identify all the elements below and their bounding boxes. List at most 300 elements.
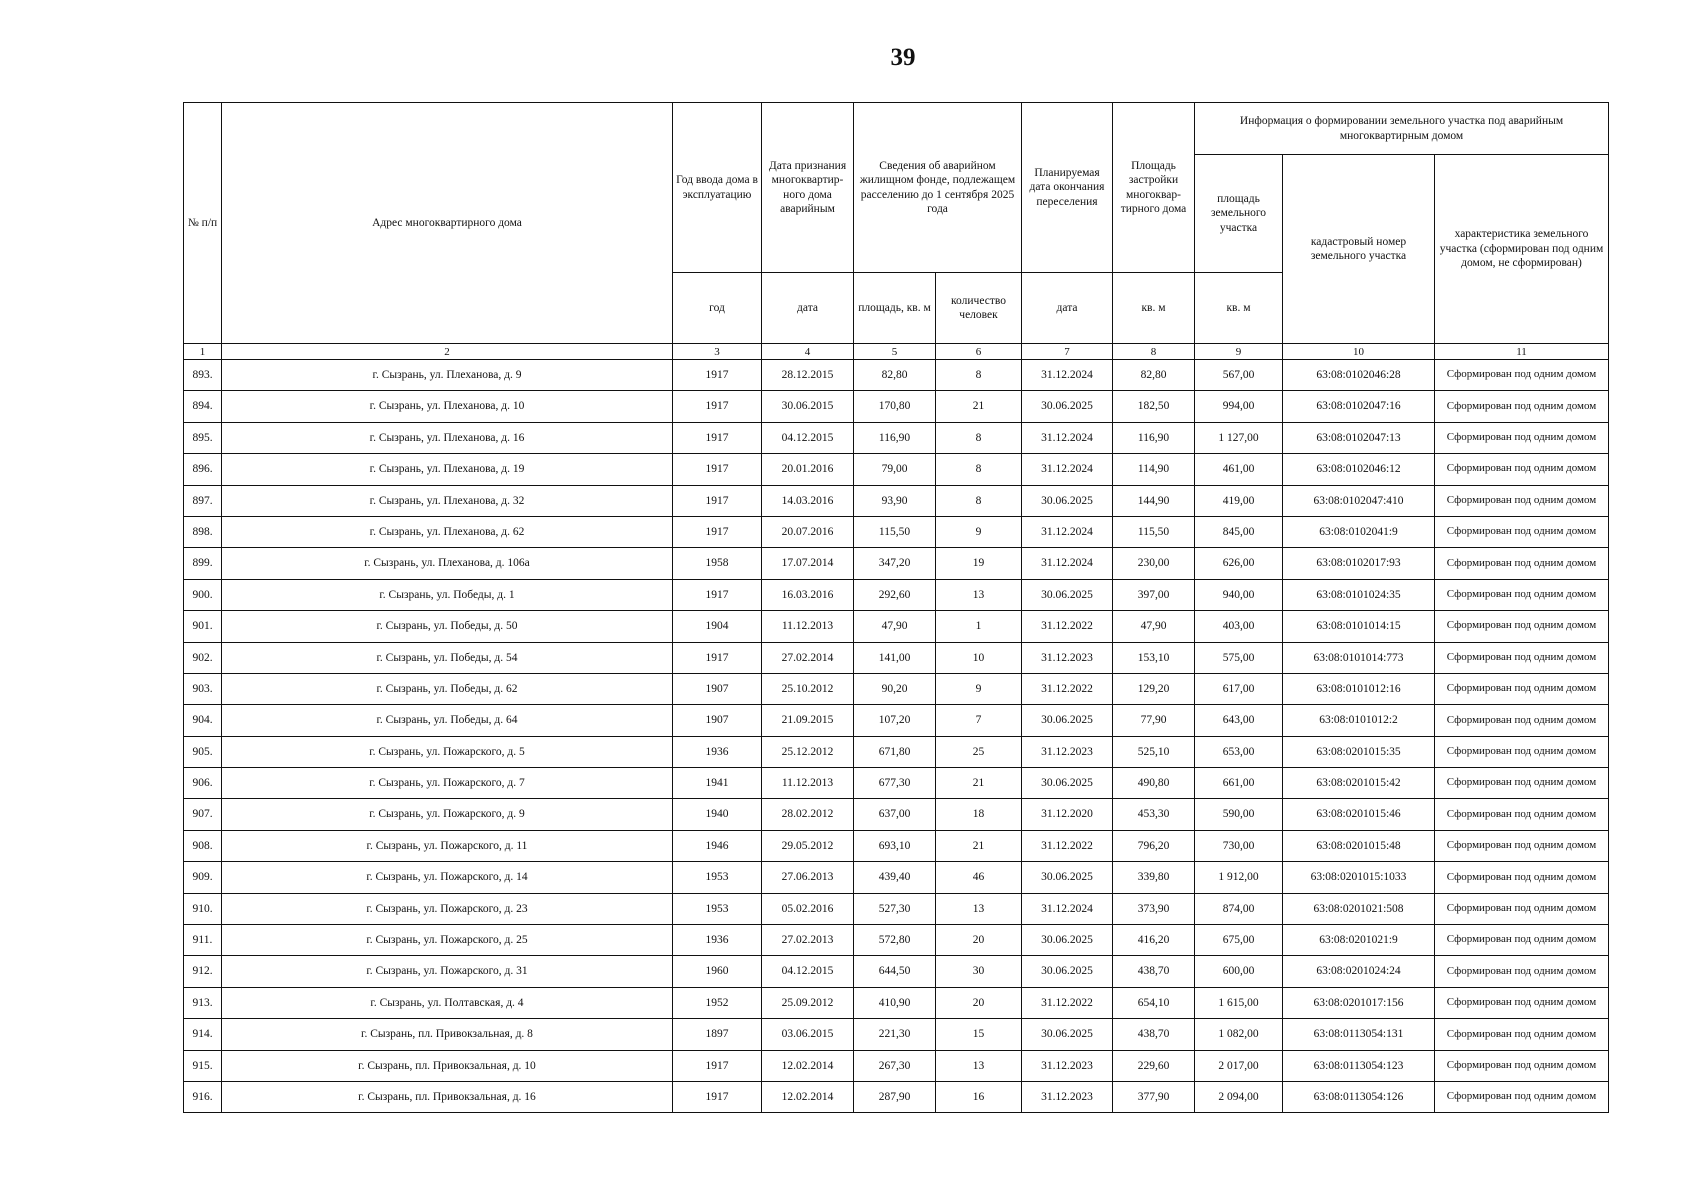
table-row [184,548,1609,579]
land-area-cell: 567,00 [1195,360,1283,391]
address-cell: г. Сызрань, пл. Привокзальная, д. 10 [222,1050,673,1081]
header-emergency-info: Сведения об аварийном жилищном фонде, подлежащем расселению до 1 сентября 2025 года [854,103,1022,273]
land-area-cell: 940,00 [1195,579,1283,610]
column-number: 8 [1113,344,1195,360]
row-number: 911. [184,925,222,956]
cadastral-cell: 63:08:0201024:24 [1283,956,1435,987]
year-cell: 1917 [673,1081,762,1112]
area-cell: 347,20 [854,548,936,579]
header-cadastral: кадастровый номер земельного участка [1283,155,1435,344]
recognition-date-cell: 16.03.2016 [762,579,854,610]
header-land-area: площадь земельного участка [1195,155,1283,273]
recognition-date-cell: 11.12.2013 [762,768,854,799]
year-cell: 1907 [673,705,762,736]
row-number: 906. [184,768,222,799]
people-cell: 18 [936,799,1022,830]
recognition-date-cell: 04.12.2015 [762,956,854,987]
land-char-cell: Сформирован под одним домом [1435,862,1609,893]
area-cell: 292,60 [854,579,936,610]
cadastral-cell: 63:08:0201015:46 [1283,799,1435,830]
building-area-cell: 144,90 [1113,485,1195,516]
building-area-cell: 490,80 [1113,768,1195,799]
planned-date-cell: 31.12.2024 [1022,548,1113,579]
planned-date-cell: 31.12.2020 [1022,799,1113,830]
area-cell: 287,90 [854,1081,936,1112]
planned-date-cell: 31.12.2022 [1022,830,1113,861]
row-number: 902. [184,642,222,673]
building-area-cell: 229,60 [1113,1050,1195,1081]
planned-date-cell: 30.06.2025 [1022,768,1113,799]
column-number: 10 [1283,344,1435,360]
area-cell: 572,80 [854,925,936,956]
address-cell: г. Сызрань, пл. Привокзальная, д. 8 [222,1019,673,1050]
year-cell: 1917 [673,642,762,673]
cadastral-cell: 63:08:0201017:156 [1283,987,1435,1018]
header-planned-date: Планируемая дата окончания переселения [1022,103,1113,273]
row-number: 915. [184,1050,222,1081]
year-cell: 1917 [673,516,762,547]
cadastral-cell: 63:08:0113054:123 [1283,1050,1435,1081]
table-row [184,893,1609,924]
people-cell: 21 [936,830,1022,861]
unit-land-sqm: кв. м [1195,273,1283,344]
people-cell: 7 [936,705,1022,736]
land-area-cell: 1 082,00 [1195,1019,1283,1050]
cadastral-cell: 63:08:0101024:35 [1283,579,1435,610]
unit-people: количество человек [936,273,1022,344]
cadastral-cell: 63:08:0102046:28 [1283,360,1435,391]
land-area-cell: 874,00 [1195,893,1283,924]
area-cell: 107,20 [854,705,936,736]
address-cell: г. Сызрань, ул. Пожарского, д. 11 [222,830,673,861]
header-no: № п/п [184,103,222,344]
recognition-date-cell: 25.12.2012 [762,736,854,767]
building-area-cell: 377,90 [1113,1081,1195,1112]
recognition-date-cell: 25.09.2012 [762,987,854,1018]
row-number: 916. [184,1081,222,1112]
land-char-cell: Сформирован под одним домом [1435,1081,1609,1112]
area-cell: 116,90 [854,422,936,453]
row-number: 895. [184,422,222,453]
cadastral-cell: 63:08:0101012:16 [1283,673,1435,704]
area-cell: 170,80 [854,391,936,422]
address-cell: г. Сызрань, ул. Победы, д. 50 [222,611,673,642]
cadastral-cell: 63:08:0101014:773 [1283,642,1435,673]
people-cell: 8 [936,360,1022,391]
recognition-date-cell: 17.07.2014 [762,548,854,579]
people-cell: 1 [936,611,1022,642]
row-number: 897. [184,485,222,516]
people-cell: 21 [936,768,1022,799]
planned-date-cell: 30.06.2025 [1022,705,1113,736]
cadastral-cell: 63:08:0113054:131 [1283,1019,1435,1050]
year-cell: 1953 [673,893,762,924]
row-number: 898. [184,516,222,547]
planned-date-cell: 30.06.2025 [1022,862,1113,893]
table-body [184,360,1609,1113]
table-row [184,485,1609,516]
planned-date-cell: 31.12.2024 [1022,516,1113,547]
planned-date-cell: 30.06.2025 [1022,1019,1113,1050]
table-row [184,642,1609,673]
area-cell: 79,00 [854,454,936,485]
address-cell: г. Сызрань, ул. Пожарского, д. 9 [222,799,673,830]
building-area-cell: 153,10 [1113,642,1195,673]
land-area-cell: 600,00 [1195,956,1283,987]
page-number: 39 [890,44,916,71]
table-row [184,611,1609,642]
table-row [184,705,1609,736]
year-cell: 1946 [673,830,762,861]
people-cell: 13 [936,1050,1022,1081]
building-area-cell: 47,90 [1113,611,1195,642]
recognition-date-cell: 29.05.2012 [762,830,854,861]
area-cell: 221,30 [854,1019,936,1050]
row-number: 913. [184,987,222,1018]
table-row [184,925,1609,956]
land-area-cell: 2 017,00 [1195,1050,1283,1081]
row-number: 909. [184,862,222,893]
building-area-cell: 438,70 [1113,956,1195,987]
table-row [184,987,1609,1018]
table-row [184,799,1609,830]
table-row [184,1050,1609,1081]
people-cell: 10 [936,642,1022,673]
building-area-cell: 453,30 [1113,799,1195,830]
area-cell: 115,50 [854,516,936,547]
year-cell: 1897 [673,1019,762,1050]
header-land-info: Информация о формировании земельного участка под аварийным многоквартирным домом [1195,103,1609,155]
recognition-date-cell: 25.10.2012 [762,673,854,704]
header-building-area: Площадь застройки многоквар-тирного дома [1113,103,1195,273]
area-cell: 82,80 [854,360,936,391]
address-cell: г. Сызрань, ул. Плеханова, д. 62 [222,516,673,547]
cadastral-cell: 63:08:0102017:93 [1283,548,1435,579]
people-cell: 20 [936,987,1022,1018]
land-area-cell: 845,00 [1195,516,1283,547]
address-cell: г. Сызрань, ул. Победы, д. 1 [222,579,673,610]
building-area-cell: 796,20 [1113,830,1195,861]
emergency-housing-table [183,102,1609,1113]
area-cell: 141,00 [854,642,936,673]
planned-date-cell: 31.12.2022 [1022,673,1113,704]
cadastral-cell: 63:08:0101014:15 [1283,611,1435,642]
land-area-cell: 643,00 [1195,705,1283,736]
land-area-cell: 461,00 [1195,454,1283,485]
recognition-date-cell: 20.07.2016 [762,516,854,547]
planned-date-cell: 31.12.2023 [1022,1050,1113,1081]
building-area-cell: 114,90 [1113,454,1195,485]
year-cell: 1952 [673,987,762,1018]
cadastral-cell: 63:08:0201021:508 [1283,893,1435,924]
table-row [184,391,1609,422]
column-number: 11 [1435,344,1609,360]
planned-date-cell: 31.12.2024 [1022,360,1113,391]
land-char-cell: Сформирован под одним домом [1435,548,1609,579]
row-number: 914. [184,1019,222,1050]
people-cell: 9 [936,516,1022,547]
row-number: 905. [184,736,222,767]
recognition-date-cell: 20.01.2016 [762,454,854,485]
unit-building-sqm: кв. м [1113,273,1195,344]
row-number: 900. [184,579,222,610]
land-char-cell: Сформирован под одним домом [1435,391,1609,422]
land-char-cell: Сформирован под одним домом [1435,360,1609,391]
table-row [184,516,1609,547]
people-cell: 21 [936,391,1022,422]
building-area-cell: 129,20 [1113,673,1195,704]
table-row [184,454,1609,485]
area-cell: 90,20 [854,673,936,704]
area-cell: 93,90 [854,485,936,516]
land-area-cell: 403,00 [1195,611,1283,642]
recognition-date-cell: 21.09.2015 [762,705,854,736]
column-number: 4 [762,344,854,360]
address-cell: г. Сызрань, ул. Плеханова, д. 16 [222,422,673,453]
cadastral-cell: 63:08:0201015:1033 [1283,862,1435,893]
area-cell: 693,10 [854,830,936,861]
land-area-cell: 617,00 [1195,673,1283,704]
address-cell: г. Сызрань, ул. Плеханова, д. 106а [222,548,673,579]
building-area-cell: 416,20 [1113,925,1195,956]
planned-date-cell: 31.12.2023 [1022,642,1113,673]
land-area-cell: 590,00 [1195,799,1283,830]
area-cell: 671,80 [854,736,936,767]
table-row [184,360,1609,391]
area-cell: 644,50 [854,956,936,987]
year-cell: 1917 [673,1050,762,1081]
recognition-date-cell: 12.02.2014 [762,1050,854,1081]
row-number: 893. [184,360,222,391]
table-row [184,956,1609,987]
land-char-cell: Сформирован под одним домом [1435,422,1609,453]
row-number: 907. [184,799,222,830]
header-land-char: характеристика земельного участка (сформирован под одним домом, не сформирован) [1435,155,1609,344]
cadastral-cell: 63:08:0201015:42 [1283,768,1435,799]
land-char-cell: Сформирован под одним домом [1435,987,1609,1018]
land-char-cell: Сформирован под одним домом [1435,830,1609,861]
building-area-cell: 438,70 [1113,1019,1195,1050]
land-area-cell: 419,00 [1195,485,1283,516]
land-char-cell: Сформирован под одним домом [1435,454,1609,485]
year-cell: 1904 [673,611,762,642]
column-number: 6 [936,344,1022,360]
recognition-date-cell: 27.02.2013 [762,925,854,956]
people-cell: 19 [936,548,1022,579]
year-cell: 1917 [673,485,762,516]
address-cell: г. Сызрань, ул. Победы, д. 62 [222,673,673,704]
land-area-cell: 994,00 [1195,391,1283,422]
cadastral-cell: 63:08:0102047:410 [1283,485,1435,516]
area-cell: 47,90 [854,611,936,642]
row-number: 899. [184,548,222,579]
building-area-cell: 339,80 [1113,862,1195,893]
table-row [184,830,1609,861]
planned-date-cell: 31.12.2023 [1022,736,1113,767]
recognition-date-cell: 05.02.2016 [762,893,854,924]
year-cell: 1941 [673,768,762,799]
year-cell: 1940 [673,799,762,830]
year-cell: 1936 [673,925,762,956]
year-cell: 1917 [673,360,762,391]
land-char-cell: Сформирован под одним домом [1435,1050,1609,1081]
recognition-date-cell: 28.12.2015 [762,360,854,391]
planned-date-cell: 30.06.2025 [1022,391,1113,422]
column-number: 3 [673,344,762,360]
address-cell: г. Сызрань, ул. Победы, д. 64 [222,705,673,736]
cadastral-cell: 63:08:0102041:9 [1283,516,1435,547]
building-area-cell: 525,10 [1113,736,1195,767]
address-cell: г. Сызрань, ул. Пожарского, д. 14 [222,862,673,893]
table-row [184,673,1609,704]
row-number: 904. [184,705,222,736]
address-cell: г. Сызрань, ул. Пожарского, д. 31 [222,956,673,987]
land-char-cell: Сформирован под одним домом [1435,705,1609,736]
people-cell: 25 [936,736,1022,767]
people-cell: 8 [936,485,1022,516]
land-char-cell: Сформирован под одним домом [1435,925,1609,956]
area-cell: 410,90 [854,987,936,1018]
recognition-date-cell: 11.12.2013 [762,611,854,642]
area-cell: 527,30 [854,893,936,924]
column-number-row [184,344,1609,360]
planned-date-cell: 31.12.2022 [1022,987,1113,1018]
cadastral-cell: 63:08:0113054:126 [1283,1081,1435,1112]
land-area-cell: 1 127,00 [1195,422,1283,453]
people-cell: 46 [936,862,1022,893]
building-area-cell: 116,90 [1113,422,1195,453]
cadastral-cell: 63:08:0102047:13 [1283,422,1435,453]
address-cell: г. Сызрань, ул. Плеханова, д. 32 [222,485,673,516]
year-cell: 1953 [673,862,762,893]
table-row [184,422,1609,453]
cadastral-cell: 63:08:0102047:16 [1283,391,1435,422]
land-char-cell: Сформирован под одним домом [1435,768,1609,799]
cadastral-cell: 63:08:0201015:35 [1283,736,1435,767]
unit-date: дата [762,273,854,344]
year-cell: 1936 [673,736,762,767]
land-area-cell: 661,00 [1195,768,1283,799]
address-cell: г. Сызрань, ул. Плеханова, д. 10 [222,391,673,422]
building-area-cell: 230,00 [1113,548,1195,579]
land-area-cell: 626,00 [1195,548,1283,579]
people-cell: 13 [936,579,1022,610]
planned-date-cell: 31.12.2022 [1022,611,1113,642]
address-cell: г. Сызрань, ул. Пожарского, д. 23 [222,893,673,924]
land-area-cell: 653,00 [1195,736,1283,767]
planned-date-cell: 30.06.2025 [1022,925,1113,956]
recognition-date-cell: 30.06.2015 [762,391,854,422]
area-cell: 677,30 [854,768,936,799]
address-cell: г. Сызрань, ул. Плеханова, д. 9 [222,360,673,391]
land-char-cell: Сформирован под одним домом [1435,956,1609,987]
people-cell: 16 [936,1081,1022,1112]
recognition-date-cell: 27.06.2013 [762,862,854,893]
row-number: 894. [184,391,222,422]
table-row [184,862,1609,893]
area-cell: 267,30 [854,1050,936,1081]
land-char-cell: Сформирован под одним домом [1435,673,1609,704]
people-cell: 30 [936,956,1022,987]
year-cell: 1917 [673,579,762,610]
people-cell: 15 [936,1019,1022,1050]
land-area-cell: 1 912,00 [1195,862,1283,893]
land-char-cell: Сформирован под одним домом [1435,516,1609,547]
planned-date-cell: 30.06.2025 [1022,579,1113,610]
land-char-cell: Сформирован под одним домом [1435,485,1609,516]
people-cell: 9 [936,673,1022,704]
land-area-cell: 2 094,00 [1195,1081,1283,1112]
cadastral-cell: 63:08:0102046:12 [1283,454,1435,485]
row-number: 901. [184,611,222,642]
row-number: 910. [184,893,222,924]
planned-date-cell: 30.06.2025 [1022,485,1113,516]
land-char-cell: Сформирован под одним домом [1435,1019,1609,1050]
address-cell: г. Сызрань, ул. Пожарского, д. 7 [222,768,673,799]
building-area-cell: 77,90 [1113,705,1195,736]
land-area-cell: 1 615,00 [1195,987,1283,1018]
building-area-cell: 82,80 [1113,360,1195,391]
planned-date-cell: 31.12.2024 [1022,454,1113,485]
recognition-date-cell: 03.06.2015 [762,1019,854,1050]
land-area-cell: 675,00 [1195,925,1283,956]
row-number: 908. [184,830,222,861]
year-cell: 1960 [673,956,762,987]
table-row [184,579,1609,610]
cadastral-cell: 63:08:0201021:9 [1283,925,1435,956]
unit-planned-date: дата [1022,273,1113,344]
recognition-date-cell: 12.02.2014 [762,1081,854,1112]
header-address: Адрес многоквартирного дома [222,103,673,344]
recognition-date-cell: 27.02.2014 [762,642,854,673]
land-char-cell: Сформирован под одним домом [1435,611,1609,642]
unit-area-sqm: площадь, кв. м [854,273,936,344]
address-cell: г. Сызрань, пл. Привокзальная, д. 16 [222,1081,673,1112]
planned-date-cell: 31.12.2024 [1022,893,1113,924]
year-cell: 1917 [673,422,762,453]
unit-year: год [673,273,762,344]
area-cell: 439,40 [854,862,936,893]
land-char-cell: Сформирован под одним домом [1435,736,1609,767]
people-cell: 13 [936,893,1022,924]
land-char-cell: Сформирован под одним домом [1435,893,1609,924]
year-cell: 1907 [673,673,762,704]
building-area-cell: 182,50 [1113,391,1195,422]
year-cell: 1917 [673,454,762,485]
column-number: 2 [222,344,673,360]
table-row [184,1019,1609,1050]
planned-date-cell: 31.12.2024 [1022,422,1113,453]
land-char-cell: Сформирован под одним домом [1435,642,1609,673]
column-number: 7 [1022,344,1113,360]
address-cell: г. Сызрань, ул. Пожарского, д. 25 [222,925,673,956]
table-header [184,103,1609,360]
year-cell: 1917 [673,391,762,422]
table-row [184,1081,1609,1112]
row-number: 903. [184,673,222,704]
people-cell: 20 [936,925,1022,956]
recognition-date-cell: 28.02.2012 [762,799,854,830]
year-cell: 1958 [673,548,762,579]
table-row [184,768,1609,799]
people-cell: 8 [936,422,1022,453]
land-area-cell: 730,00 [1195,830,1283,861]
column-number: 9 [1195,344,1283,360]
header-recognition-date: Дата признания многоквартир-ного дома аварийным [762,103,854,273]
recognition-date-cell: 14.03.2016 [762,485,854,516]
address-cell: г. Сызрань, ул. Пожарского, д. 5 [222,736,673,767]
recognition-date-cell: 04.12.2015 [762,422,854,453]
